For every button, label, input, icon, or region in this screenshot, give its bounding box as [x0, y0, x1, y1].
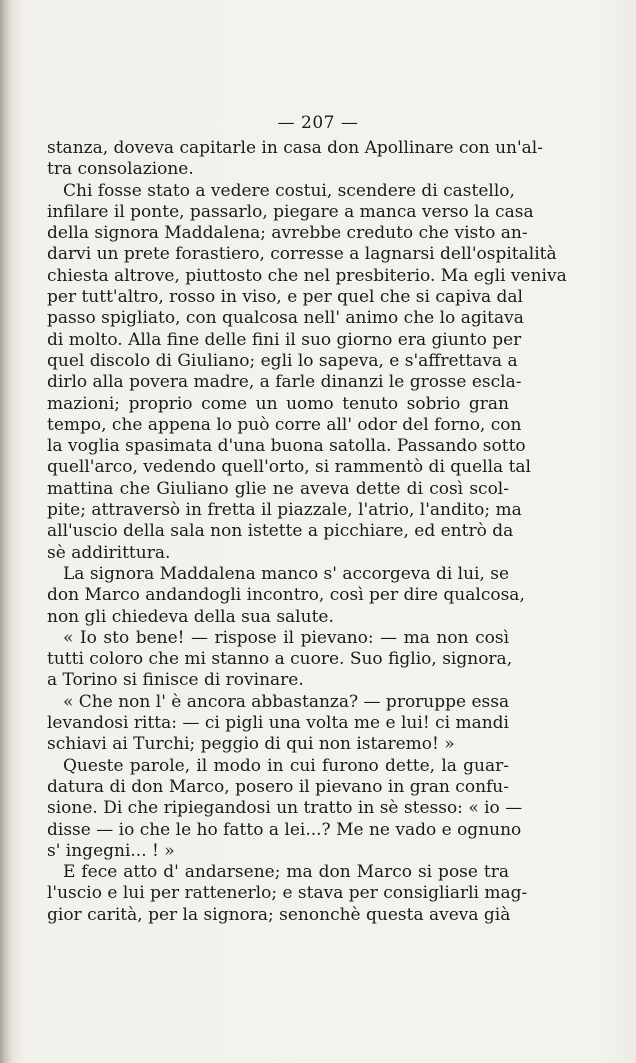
text-line: mazioni; proprio come un uomo tenuto sobrio gran — [47, 393, 509, 414]
text-line: E fece atto d' andarsene; ma don Marco si pose tra — [63, 862, 509, 883]
text-line: schiavi ai Turchi; peggio di qui non istaremo! » — [47, 734, 455, 755]
text-line: La signora Maddalena manco s' accorgeva di lui, se — [63, 563, 510, 584]
text-line: mattina che Giuliano glie ne aveva dette di così scol- — [47, 478, 509, 499]
text-line: l'uscio e lui per rattenerlo; e stava per consigliarli mag- — [47, 883, 528, 904]
text-line: di molto. Alla fine delle fini il suo giorno era giunto per — [47, 329, 522, 350]
text-line: quell'arco, vedendo quell'orto, si rammentò di quella tal — [47, 457, 531, 478]
text-line: sè addirittura. — [47, 542, 171, 563]
page-number: — 207 — — [277, 113, 359, 133]
text-line: Queste parole, il modo in cui furono dette, la guar- — [63, 755, 509, 776]
text-line: « Che non l' è ancora abbastanza? — proruppe essa — [63, 691, 510, 712]
text-line: tra consolazione. — [47, 159, 194, 180]
text-line: quel discolo di Giuliano; egli lo sapeva, e s'affrettava a — [47, 350, 518, 371]
binding-shadow — [0, 0, 12, 1063]
text-line: a Torino si finisce di rovinare. — [47, 670, 304, 691]
text-line: all'uscio della sala non istette a picchiare, ed entrò da — [47, 521, 514, 542]
text-line: pite; attraversò in fretta il piazzale, l'atrio, l'andito; ma — [47, 500, 522, 521]
text-line: passo spigliato, con qualcosa nell' animo che lo agitava — [47, 308, 524, 329]
text-line: disse — io che le ho fatto a lei...? Me ne vado e ognuno — [47, 819, 522, 840]
text-line: della signora Maddalena; avrebbe creduto che visto an- — [47, 223, 528, 244]
text-line: Chi fosse stato a vedere costui, scendere di castello, — [63, 180, 515, 201]
text-line: dirlo alla povera madre, a farle dinanzi le grosse escla- — [47, 372, 522, 393]
text-line: don Marco andandogli incontro, così per dire qualcosa, — [47, 585, 525, 606]
text-line: la voglia spasimata d'una buona satolla. Passando sotto — [47, 436, 526, 457]
text-line: darvi un prete forastiero, corresse a lagnarsi dell'ospitalità — [47, 244, 557, 265]
text-line: sione. Di che ripiegandosi un tratto in sè stesso: « io — — [47, 798, 523, 819]
text-line: non gli chiedeva della sua salute. — [47, 606, 334, 627]
text-line: infilare il ponte, passarlo, piegare a manca verso la casa — [47, 201, 534, 222]
text-line: datura di don Marco, posero il pievano in gran confu- — [47, 776, 509, 797]
text-line: per tutt'altro, rosso in viso, e per quel che si capiva dal — [47, 287, 523, 308]
body-text — [47, 138, 567, 926]
text-line: chiesta altrove, piuttosto che nel presbiterio. Ma egli veniva — [47, 265, 567, 286]
text-line: « Io sto bene! — rispose il pievano: — ma non così — [63, 627, 509, 648]
text-line: gior carità, per la signora; senonchè questa aveva già — [47, 904, 511, 925]
text-line: tutti coloro che mi stanno a cuore. Suo figlio, signora, — [47, 649, 513, 670]
text-line: tempo, che appena lo può corre all' odor del forno, con — [47, 414, 522, 435]
text-line: stanza, doveva capitarle in casa don Apollinare con un'al- — [47, 138, 543, 158]
text-line: s' ingegni... ! » — [47, 840, 175, 861]
text-line: levandosi ritta: — ci pigli una volta me e lui! ci mandi — [47, 713, 509, 734]
